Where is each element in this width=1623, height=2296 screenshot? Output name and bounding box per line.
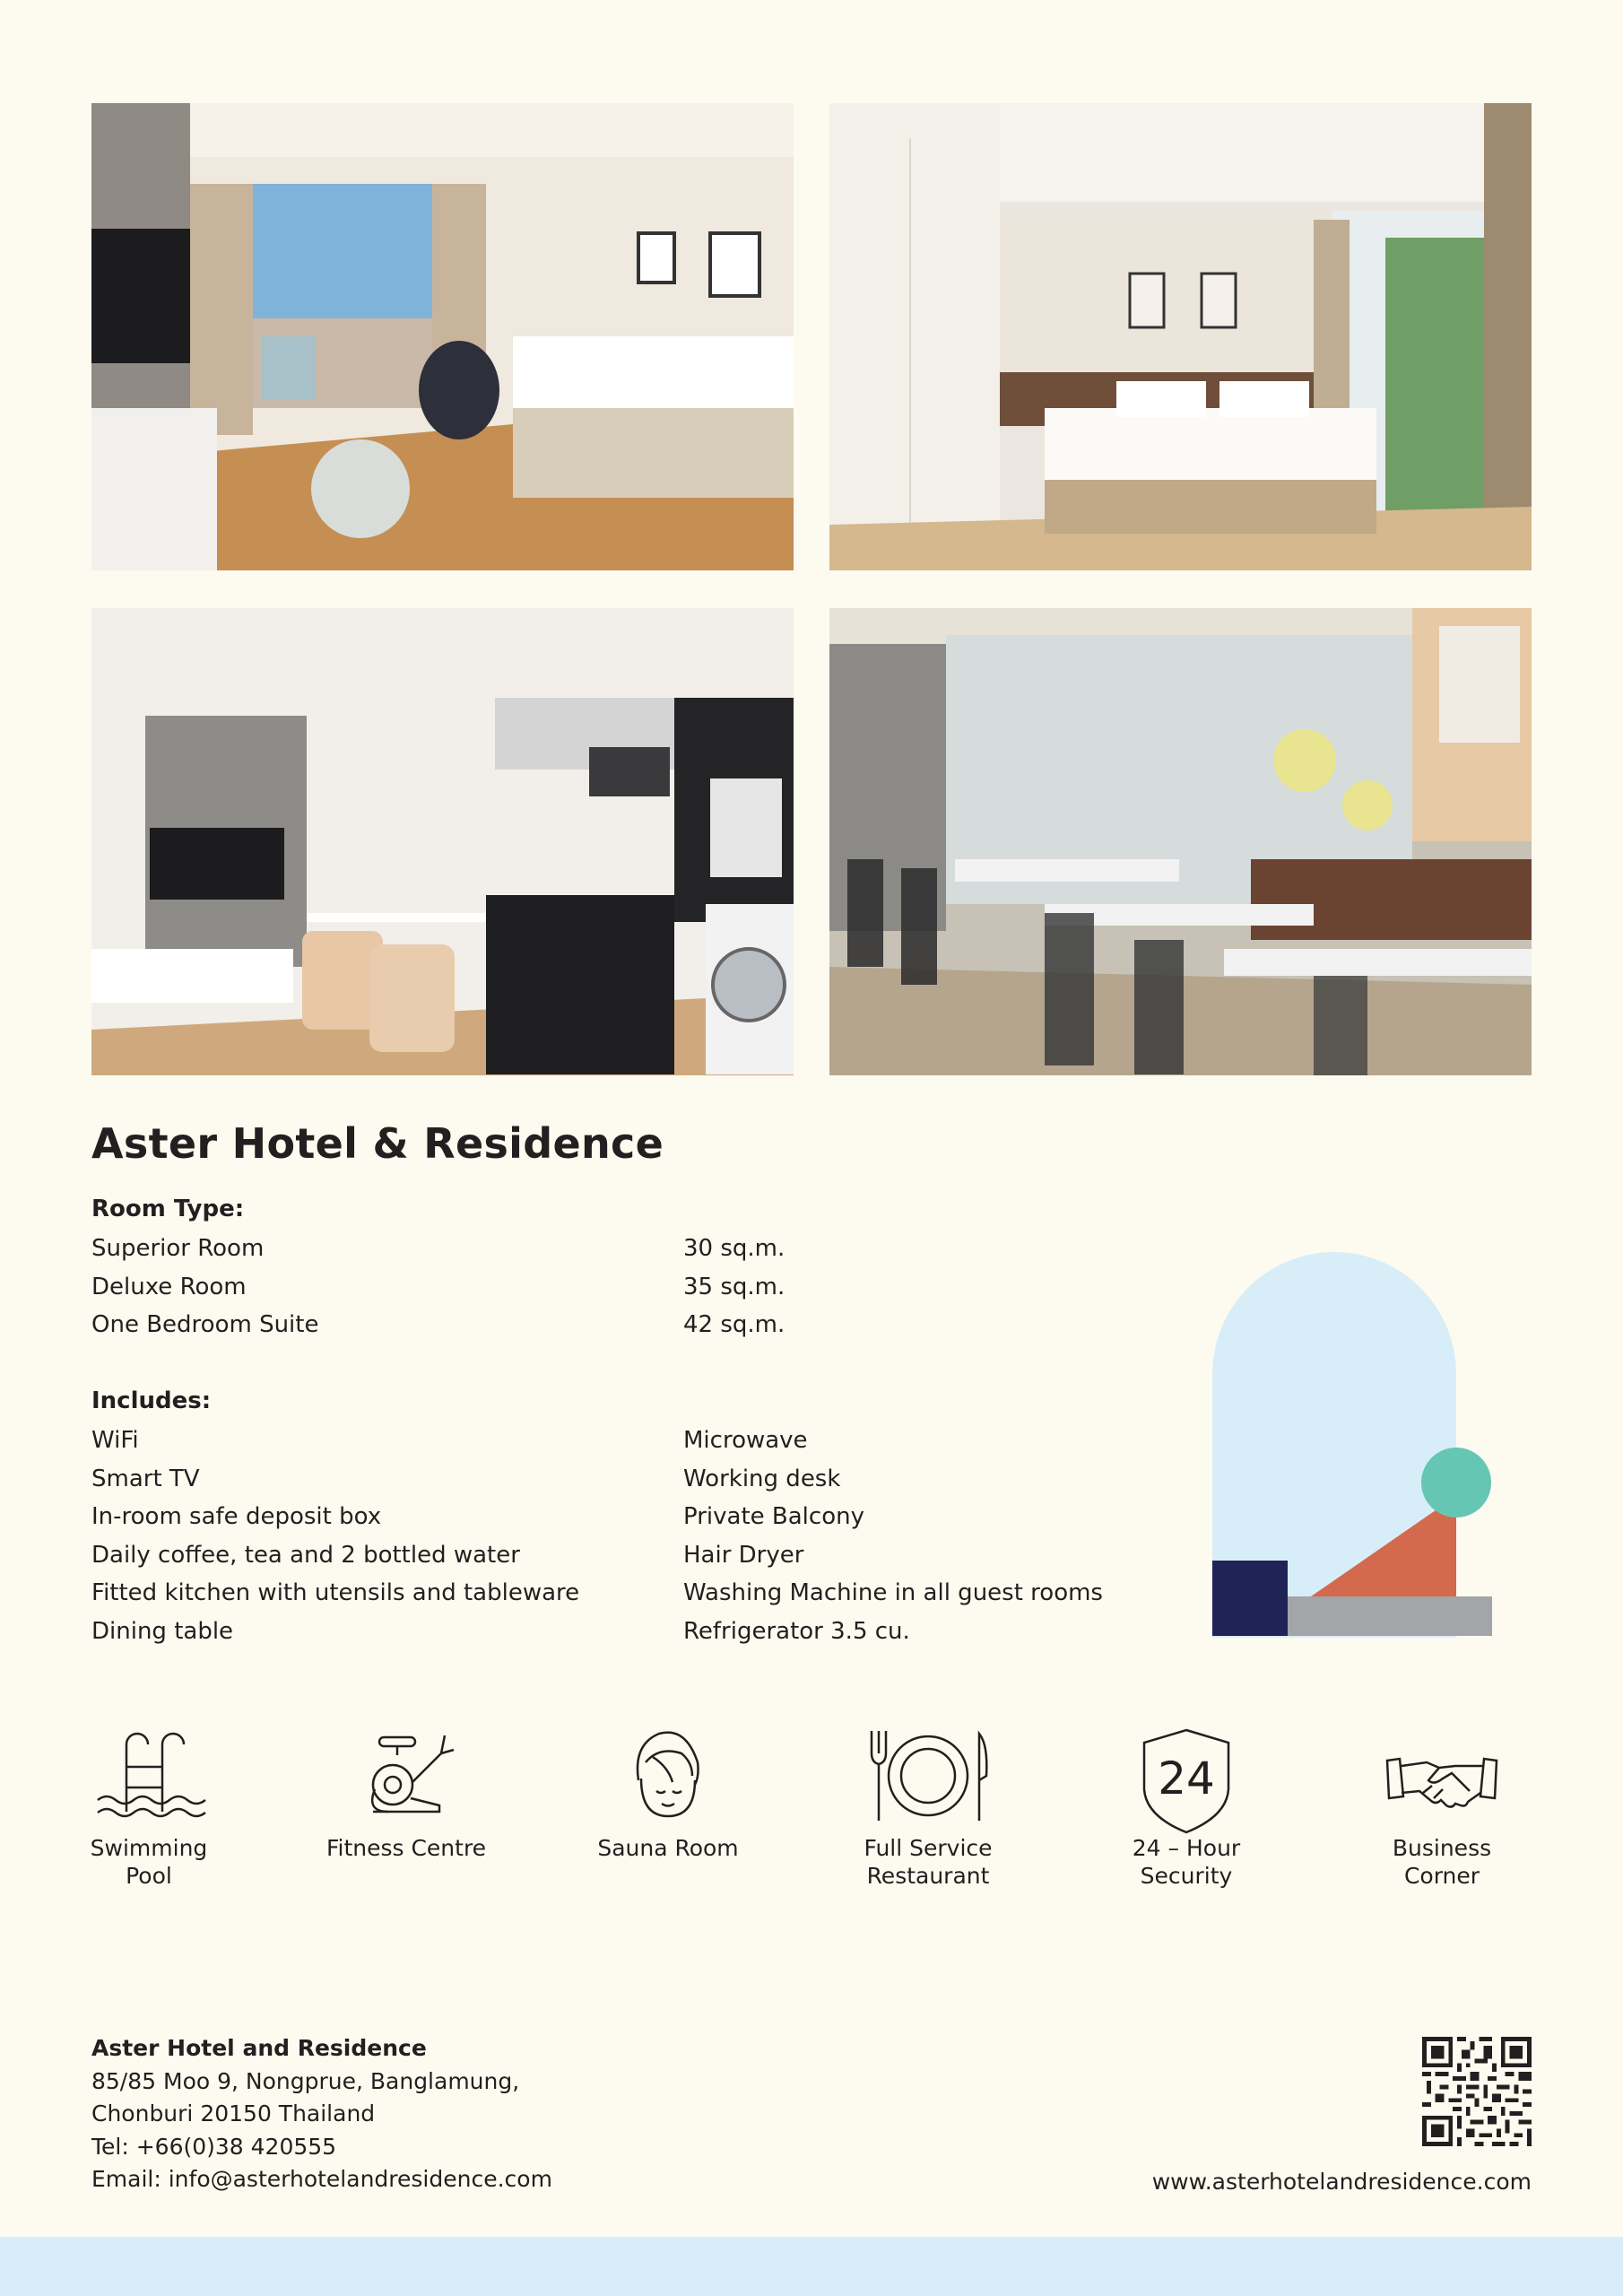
plate-cutlery-icon [861, 1726, 995, 1825]
include-item: In-room safe deposit box [91, 1503, 382, 1530]
fitness-bike-icon [348, 1726, 464, 1825]
include-item: Private Balcony [683, 1503, 864, 1530]
room-type-size: 30 sq.m. [683, 1235, 785, 1262]
include-item: Hair Dryer [683, 1541, 804, 1569]
amenity-restaurant [838, 1726, 1018, 1890]
includes-right-list [683, 1422, 1103, 1650]
room-type-names [91, 1230, 318, 1344]
amenity-business-corner [1352, 1726, 1532, 1890]
includes-heading: Includes: [91, 1387, 212, 1414]
include-item: Smart TV [91, 1465, 200, 1492]
include-item: WiFi [91, 1427, 139, 1454]
include-item: Fitted kitchen with utensils and tableware [91, 1579, 580, 1606]
amenity-label: Full Service [864, 1835, 993, 1861]
contact-tel: Tel: +66(0)38 420555 [91, 2133, 337, 2160]
amenity-fitness-centre [317, 1726, 496, 1862]
includes-left-list [91, 1422, 579, 1650]
room-type-size: 42 sq.m. [683, 1311, 785, 1338]
contact-block [91, 2032, 552, 2196]
include-item: Washing Machine in all guest rooms [683, 1579, 1103, 1606]
include-item: Refrigerator 3.5 cu. [683, 1617, 910, 1645]
swimming-pool-icon [91, 1726, 207, 1825]
hotel-title: Aster Hotel & Residence [91, 1119, 664, 1168]
shield-24-icon [1128, 1726, 1245, 1834]
amenity-label: Pool [126, 1863, 172, 1889]
include-item: Daily coffee, tea and 2 bottled water [91, 1541, 520, 1569]
photo-deluxe-room [829, 103, 1532, 570]
amenity-label: Swimming [90, 1835, 208, 1861]
amenity-label: Sauna Room [597, 1835, 739, 1861]
amenity-swimming-pool [59, 1726, 239, 1890]
photo-superior-room [91, 103, 794, 570]
grey-bar [1286, 1596, 1492, 1636]
include-item: Dining table [91, 1617, 234, 1645]
amenity-sauna-room [578, 1726, 758, 1862]
amenity-label: Fitness Centre [325, 1835, 487, 1861]
include-item: Microwave [683, 1427, 808, 1454]
room-type-name: Superior Room [91, 1235, 265, 1262]
room-type-size: 35 sq.m. [683, 1273, 785, 1300]
contact-email[interactable]: Email: info@asterhotelandresidence.com [91, 2166, 552, 2192]
amenity-label: 24 – Hour [1132, 1835, 1241, 1861]
contact-address-line: 85/85 Moo 9, Nongprue, Banglamung, [91, 2067, 520, 2094]
amenity-security [1097, 1726, 1276, 1890]
photo-restaurant [829, 608, 1532, 1075]
include-item: Working desk [683, 1465, 841, 1492]
amenity-label: Security [1140, 1863, 1233, 1889]
room-type-heading: Room Type: [91, 1196, 245, 1222]
navy-square [1212, 1561, 1288, 1636]
amenity-label: Restaurant [866, 1863, 990, 1889]
qr-code [1422, 2037, 1532, 2146]
teal-circle [1421, 1448, 1491, 1518]
sauna-towel-icon [610, 1726, 726, 1825]
website-link[interactable]: www.asterhotelandresidence.com [1151, 2169, 1532, 2195]
contact-address-line: Chonburi 20150 Thailand [91, 2100, 376, 2126]
photo-one-bedroom-suite [91, 608, 794, 1075]
bottom-color-band [0, 2237, 1623, 2296]
room-type-name: Deluxe Room [91, 1273, 247, 1300]
decorative-arch-illustration [1212, 1252, 1492, 1638]
room-type-sizes [683, 1230, 785, 1344]
handshake-icon [1384, 1726, 1500, 1825]
room-type-name: One Bedroom Suite [91, 1311, 319, 1338]
amenity-label: Business Corner [1392, 1835, 1492, 1889]
shield-24-text: 24 [1158, 1752, 1215, 1805]
contact-name: Aster Hotel and Residence [91, 2035, 427, 2061]
